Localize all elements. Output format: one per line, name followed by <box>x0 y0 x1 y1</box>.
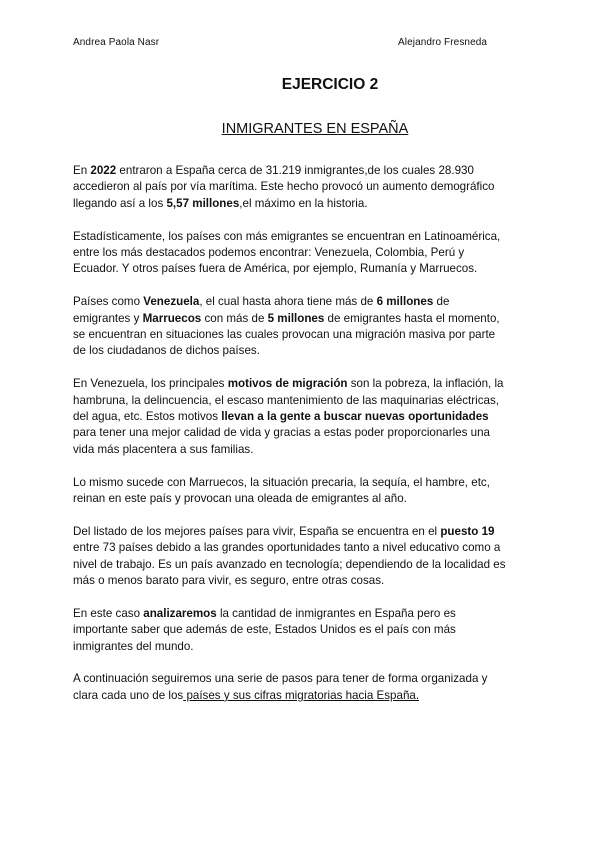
text-segment: Lo mismo sucede con Marruecos, la situación precaria, la sequía, el hambre, etc, <box>73 475 490 489</box>
text-line <box>73 163 533 179</box>
paragraph <box>73 229 533 278</box>
text-segment: inmigrantes del mundo. <box>73 639 194 653</box>
text-line <box>73 606 533 622</box>
text-segment: clara cada uno de los <box>73 688 184 702</box>
text-line <box>73 196 533 212</box>
text-segment: con más de <box>201 311 268 325</box>
text-segment: llegando así a los <box>73 196 167 210</box>
bold-text: 5 millones <box>267 311 325 325</box>
paragraph <box>73 671 533 704</box>
bold-text: motivos de migración <box>227 377 348 391</box>
text-line <box>73 622 533 638</box>
text-line <box>73 540 533 556</box>
text-segment: En <box>73 164 91 177</box>
text-line <box>73 376 533 392</box>
text-segment: la cantidad de inmigrantes en España pero es <box>216 606 456 620</box>
bold-text: 2022 <box>90 164 117 177</box>
text-segment: reinan en este país y provocan una oleada de emigrantes al año. <box>73 492 407 506</box>
text-line <box>73 343 533 359</box>
text-line <box>73 671 533 687</box>
text-line <box>73 688 533 704</box>
text-segment: Ecuador. Y otros países fuera de América, por ejemplo, Rumanía y Marruecos. <box>73 262 478 276</box>
document-body <box>73 163 533 721</box>
bold-text: llevan a la gente a buscar nuevas oportunidades <box>221 410 489 424</box>
text-segment: , el cual hasta ahora tiene más de <box>199 295 377 309</box>
text-segment: se encuentran en situaciones las cuales provocan una migración masiva por parte <box>73 328 496 342</box>
text-segment: nivel de trabajo. Es un país avanzado en tecnología; dependiendo de la localidad es <box>73 557 506 571</box>
header-left-author: Andrea Paola Nasr <box>73 37 160 48</box>
text-segment: de los ciudadanos de dichos países. <box>73 344 260 358</box>
text-segment: emigrantes y <box>73 311 143 325</box>
paragraph <box>73 376 533 458</box>
bold-text: Marruecos <box>142 311 202 325</box>
paragraph <box>73 294 533 360</box>
document-subtitle: INMIGRANTES EN ESPAÑA <box>221 121 409 137</box>
paragraph <box>73 606 533 655</box>
text-line <box>73 524 533 540</box>
text-segment: Del listado de los mejores países para vivir, España se encuentra en el <box>73 524 441 538</box>
paragraph <box>73 163 533 212</box>
text-line <box>73 245 533 261</box>
text-segment: importante saber que además de este, Estados Unidos es el país con más <box>73 623 456 637</box>
document-title: EJERCICIO 2 <box>281 76 379 93</box>
text-segment: del agua, etc. Estos motivos <box>73 410 222 424</box>
text-line <box>73 327 533 343</box>
header-right-author: Alejandro Fresneda <box>398 37 488 48</box>
text-segment: Estadísticamente, los países con más emigrantes se encuentran en Latinoamérica, <box>73 229 501 243</box>
text-line <box>73 294 533 310</box>
bold-text: Venezuela <box>143 295 200 309</box>
text-segment: de emigrantes hasta el momento, <box>324 311 500 325</box>
text-segment: entraron a España cerca de 31.219 inmigrantes,de los cuales 28.930 <box>116 164 474 177</box>
text-segment: más o menos barato para vivir, es seguro, entre otras cosas. <box>73 574 385 588</box>
text-segment: ,el máximo en la historia. <box>239 196 368 210</box>
text-line <box>73 425 533 441</box>
text-line <box>73 491 533 507</box>
text-line <box>73 639 533 655</box>
text-segment: En Venezuela, los principales <box>73 377 228 391</box>
text-segment: hambruna, la delincuencia, el escaso mantenimiento de las maquinarias eléctricas, <box>73 393 499 407</box>
underlined-text: países y sus cifras migratorias hacia España. <box>183 688 420 702</box>
text-line <box>73 393 533 409</box>
bold-text: 5,57 millones <box>166 196 240 210</box>
text-line <box>73 409 533 425</box>
paragraph <box>73 475 533 508</box>
text-segment: accedieron al país por vía marítima. Este hecho provocó un aumento demográfico <box>73 180 495 194</box>
bold-text: analizaremos <box>143 606 217 620</box>
paragraph <box>73 524 533 590</box>
bold-text: puesto 19 <box>440 524 495 538</box>
bold-text: 6 millones <box>376 295 434 309</box>
text-line <box>73 573 533 589</box>
text-segment: entre 73 países debido a las grandes oportunidades tanto a nivel educativo como a <box>73 541 501 555</box>
text-line <box>73 557 533 573</box>
text-line <box>73 261 533 277</box>
text-segment: entre los más destacados podemos encontrar: Venezuela, Colombia, Perú y <box>73 246 465 260</box>
text-segment: son la pobreza, la inflación, la <box>347 377 504 391</box>
text-segment: vida más placentera a sus familias. <box>73 442 254 456</box>
text-line <box>73 229 533 245</box>
text-segment: A continuación seguiremos una serie de pasos para tener de forma organizada y <box>73 672 488 686</box>
text-line <box>73 311 533 327</box>
text-segment: para tener una mejor calidad de vida y gracias a estas poder proporcionarles una <box>73 426 490 440</box>
text-segment: Países como <box>73 295 144 309</box>
text-segment: de <box>433 295 450 309</box>
text-line <box>73 475 533 491</box>
text-segment: En este caso <box>73 606 144 620</box>
text-line <box>73 179 533 195</box>
text-line <box>73 442 533 458</box>
